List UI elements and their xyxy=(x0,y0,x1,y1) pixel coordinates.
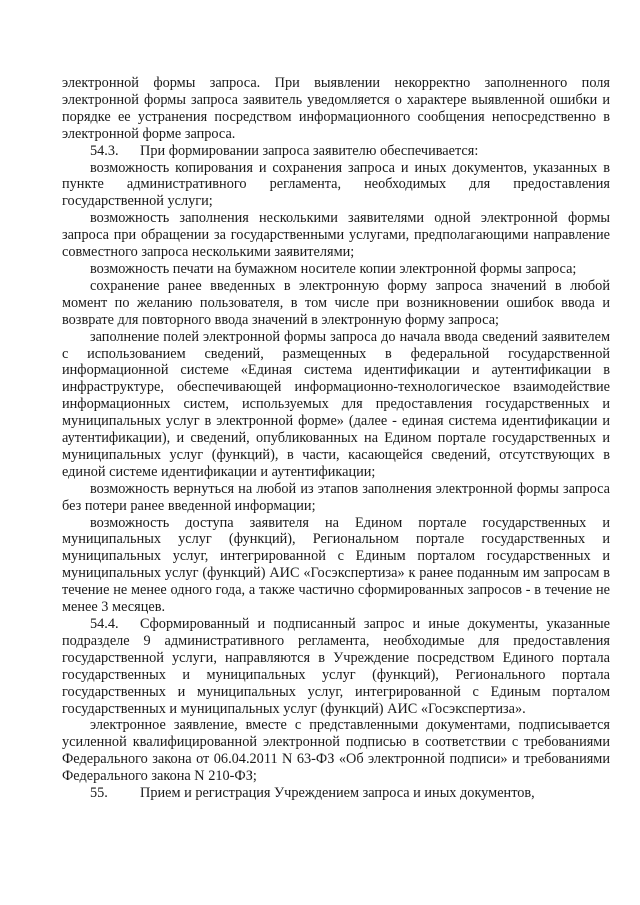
paragraph-item-save xyxy=(62,278,610,329)
paragraph-text: электронной формы запроса. При выявлении некорректно заполненного поля электронной формы запроса заявитель уведомляется о характере выявленной ошибки и порядке ее устранения посредством информационного сообщения непосредственно в электронной форме запроса. xyxy=(62,75,610,142)
paragraph-text: возможность заполнения несколькими заявителями одной электронной формы запроса при обращении за государственными услугами, предполагающими направление совместного запроса несколькими заявителями; xyxy=(62,210,610,261)
paragraph-item-return xyxy=(62,481,610,515)
paragraph-item-copy xyxy=(62,160,610,211)
clause-number: 55. xyxy=(90,785,108,802)
paragraph-item-access xyxy=(62,515,610,616)
paragraph-text: возможность доступа заявителя на Едином портале государственных и муниципальных услуг (функций), Региональном портале государственных и муниципальных услуг, интегрированной с Единым порталом государственных и муниципальных услуг (функций) АИС «Госэкспертиза» к ранее поданным им запросам в течение не менее одного года, а также частично сформированных запросов - в течение не менее 3 месяцев. xyxy=(62,514,610,616)
document-page xyxy=(62,75,610,802)
paragraph-55 xyxy=(62,785,610,802)
paragraph-signature xyxy=(62,717,610,785)
paragraph-text: возможность печати на бумажном носителе копии электронной формы запроса; xyxy=(90,260,577,277)
paragraph-text: Сформированный и подписанный запрос и иные документы, указанные подразделе 9 административного регламента, необходимые для предоставления государственной услуги, направляются в Учреждение посредством Единого портала государственных и муниципальных услуг (функций), Регионального портала государственных и муниципальных услуг, интегрированной с Единым порталом государственных и муниципальных услуг (функций) АИС «Госэкспертиза». xyxy=(62,616,610,717)
paragraph-item-print xyxy=(62,261,610,278)
paragraph-text: сохранение ранее введенных в электронную форму запроса значений в любой момент по желанию пользователя, в том числе при возникновении ошибок ввода и возврате для повторного ввода значений в электронную форму запроса; xyxy=(62,277,610,328)
paragraph-text: электронное заявление, вместе с представленными документами, подписывается усиленной квалифицированной электронной подписью в соответствии с требованиями Федерального закона от 06.04.2011 N 63-ФЗ «Об электронной подписи» и требованиями Федерального закона N 210-ФЗ; xyxy=(62,717,610,785)
paragraph-text: При формировании запроса заявителю обеспечивается: xyxy=(140,142,479,159)
paragraph-text: возможность вернуться на любой из этапов заполнения электронной формы запроса без потери ранее введенной информации; xyxy=(62,480,610,514)
clause-number: 54.3. xyxy=(90,142,119,159)
paragraph-54-4 xyxy=(62,616,610,717)
paragraph-54-3 xyxy=(62,143,610,160)
paragraph-item-autofill xyxy=(62,329,610,481)
paragraph-item-multi-applicants xyxy=(62,210,610,261)
paragraph-text: Прием и регистрация Учреждением запроса и иных документов, xyxy=(140,785,535,802)
paragraph-text: возможность копирования и сохранения запроса и иных документов, указанных в пункте административного регламента, необходимых для предоставления государственной услуги; xyxy=(62,159,610,210)
clause-number: 54.4. xyxy=(90,616,119,632)
paragraph-text: заполнение полей электронной формы запроса до начала ввода сведений заявителем с использованием сведений, размещенных в федеральной государственной информационной системе «Единая система идентификации и аутентификации в инфраструктуре, обеспечивающей информационно-технологическое взаимодействие информационных систем, используемых для предоставления государственных и муниципальных услуг в электронной форме» (далее - единая система идентификации и аутентификации), и сведений, опубликованных на Едином портале государственных и муниципальных услуг (функций), в части, касающейся сведений, отсутствующих в единой системе идентификации и аутентификации; xyxy=(62,328,610,480)
paragraph-continuation xyxy=(62,75,610,143)
